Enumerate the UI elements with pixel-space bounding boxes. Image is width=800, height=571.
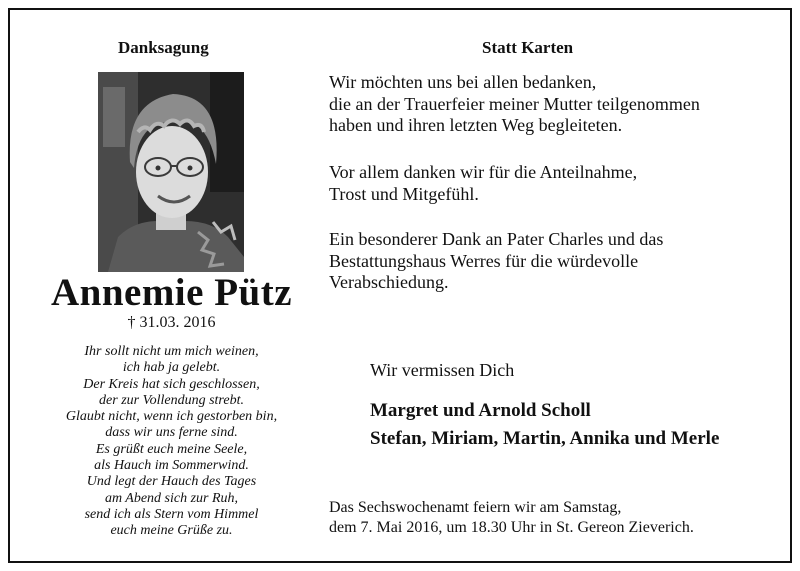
deceased-name: Annemie Pütz (50, 271, 293, 314)
poem (0, 344, 343, 540)
mass-notice (329, 498, 694, 538)
poem-line: Ihr sollt nicht um mich weinen, (84, 344, 259, 359)
poem-line: Es grüßt euch meine Seele, (95, 441, 248, 457)
poem-line: der zur Vollendung strebt. (99, 392, 244, 408)
poem-line: ich hab ja gelebt. (122, 360, 221, 376)
text-line: Das Sechswochenamt feiern wir am Samstag, (329, 499, 622, 516)
text-line: Bestattungshaus Werres für die würdevolle (329, 250, 639, 271)
portrait-photo (98, 72, 244, 272)
family-names-2: Stefan, Miriam, Martin, Annika und Merle (370, 428, 720, 449)
poem-line: euch meine Grüße zu. (110, 523, 233, 539)
poem-line: dass wir uns ferne sind. (105, 425, 238, 441)
thanks-paragraph-1 (329, 72, 700, 137)
text-line: Wir möchten uns bei allen bedanken, (329, 72, 597, 92)
text-line: Trost und Mitgefühl. (329, 183, 479, 204)
death-date: † 31.03. 2016 (127, 314, 216, 331)
right-heading: Statt Karten (482, 38, 574, 57)
text-line: die an der Trauerfeier meiner Mutter teilgenommen (329, 93, 700, 114)
poem-line: Der Kreis hat sich geschlossen, (83, 376, 260, 392)
miss-you-line: Wir vermissen Dich (370, 360, 515, 380)
text-line: dem 7. Mai 2016, um 18.30 Uhr in St. Gereon Zieverich. (329, 519, 694, 536)
left-heading: Danksagung (118, 38, 209, 57)
poem-line: Glaubt nicht, wenn ich gestorben bin, (65, 409, 278, 425)
family-names-1: Margret und Arnold Scholl (370, 400, 591, 421)
text-line: Verabschiedung. (329, 272, 449, 292)
text-line: Ein besonderer Dank an Pater Charles und das (329, 229, 664, 249)
text-line: Vor allem danken wir für die Anteilnahme, (329, 162, 638, 182)
poem-line: am Abend sich zur Ruh, (104, 490, 239, 506)
thanks-paragraph-2 (329, 162, 637, 205)
portrait-image (98, 72, 244, 272)
text-line: haben und ihren letzten Weg begleiteten. (329, 115, 623, 135)
poem-line: send ich als Stern vom Himmel (84, 506, 259, 522)
thanks-paragraph-3 (329, 229, 663, 294)
poem-line: Und legt der Hauch des Tages (86, 474, 257, 490)
poem-line: als Hauch im Sommerwind. (94, 458, 249, 474)
